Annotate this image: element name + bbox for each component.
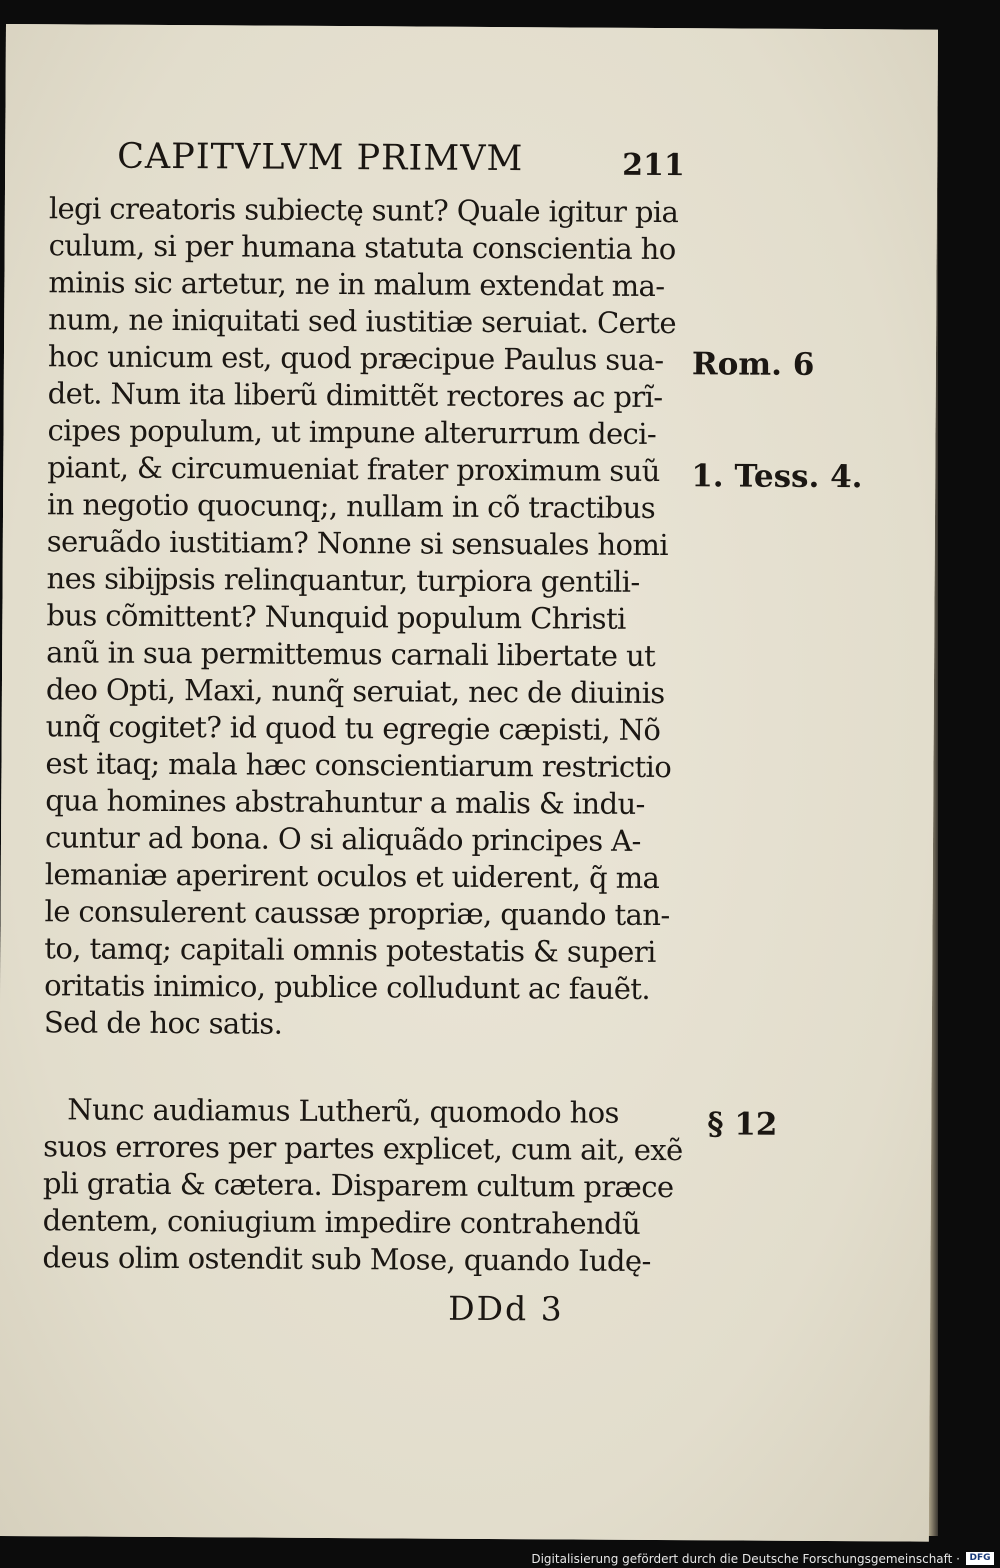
text-line: anũ in sua permittemus carnali libertate ut bbox=[46, 635, 656, 673]
text-line: in negotio quocunq;, nullam in cõ tractibus bbox=[46, 487, 656, 525]
dfg-logo: DFG bbox=[966, 1552, 994, 1565]
text-line: lemaniæ aperirent oculos et uiderent, q̃ ma bbox=[44, 857, 660, 896]
text-line: seruãdo iustitiam? Nonne si sensuales homi bbox=[46, 524, 669, 563]
text-line: deus olim ostendit sub Mose, quando Iudę- bbox=[42, 1240, 651, 1278]
text-line: Nunc audiamus Lutherũ, quomodo hos bbox=[67, 1092, 619, 1130]
folio-number: 211 bbox=[622, 147, 685, 184]
text-line: qua homines abstrahuntur a malis & indu- bbox=[45, 783, 645, 821]
text-line: le consulerent caussæ propriæ, quando tan- bbox=[44, 894, 670, 933]
text-line: suos errores per partes explicet, cum ait, exẽ bbox=[43, 1129, 683, 1168]
book-page bbox=[0, 24, 938, 1542]
text-line: nes sibĳpsis relinquantur, turpiora gentili- bbox=[46, 561, 640, 599]
text-line: est itaq; mala hæc conscientiarum restrictio bbox=[45, 746, 672, 785]
text-line: to, tamq; capitali omnis potestatis & superi bbox=[44, 931, 656, 969]
text-line: cipes populum, ut impune alterurrum deci- bbox=[47, 413, 657, 451]
text-line: bus cõmittent? Nunquid populum Christi bbox=[46, 598, 626, 636]
text-line: cuntur ad bona. O si aliquãdo principes A- bbox=[44, 820, 641, 858]
signature-mark: DDd 3 bbox=[448, 1288, 564, 1329]
text-line: num, ne iniquitati sed iustitiæ seruiat. Certe bbox=[48, 302, 677, 341]
margin-note-rom: Rom. 6 bbox=[691, 346, 815, 383]
digitization-credit: Digitalisierung gefördert durch die Deutsche Forschungsgemeinschaft · bbox=[531, 1552, 960, 1566]
page-header bbox=[117, 137, 697, 189]
margin-note-tess: 1. Tess. 4. bbox=[691, 458, 863, 496]
text-line: culum, si per humana statuta conscientia ho bbox=[48, 228, 676, 267]
text-line: piant, & circumueniat frater proximum suũ bbox=[47, 450, 660, 489]
text-line: minis sic artetur, ne in malum extendat ma- bbox=[48, 265, 665, 304]
margin-note-section: § 12 bbox=[707, 1106, 778, 1143]
text-line: pli gratia & cætera. Disparem cultum præce bbox=[42, 1166, 674, 1205]
text-line: Sed de hoc satis. bbox=[43, 1005, 283, 1041]
text-line: legi creatoris subiectę sunt? Quale igitur pia bbox=[48, 191, 679, 230]
text-line: dentem, coniugium impedire contrahendũ bbox=[42, 1203, 641, 1241]
text-line: deo Opti, Maxi, nunq̃ seruiat, nec de diuinis bbox=[45, 672, 665, 711]
text-line: det. Num ita liberũ dimittẽt rectores ac prĩ- bbox=[47, 376, 663, 415]
main-text bbox=[42, 190, 689, 1280]
paragraph-gap bbox=[43, 1041, 683, 1095]
text-line: unq̃ cogitet? id quod tu egregie cæpisti, Nõ bbox=[45, 709, 661, 748]
text-line: oritatis inimico, publice colludunt ac fauẽt. bbox=[44, 968, 651, 1006]
text-line: hoc unicum est, quod præcipue Paulus sua- bbox=[47, 339, 664, 378]
running-head: CAPITVLVM PRIMVM bbox=[117, 136, 524, 180]
